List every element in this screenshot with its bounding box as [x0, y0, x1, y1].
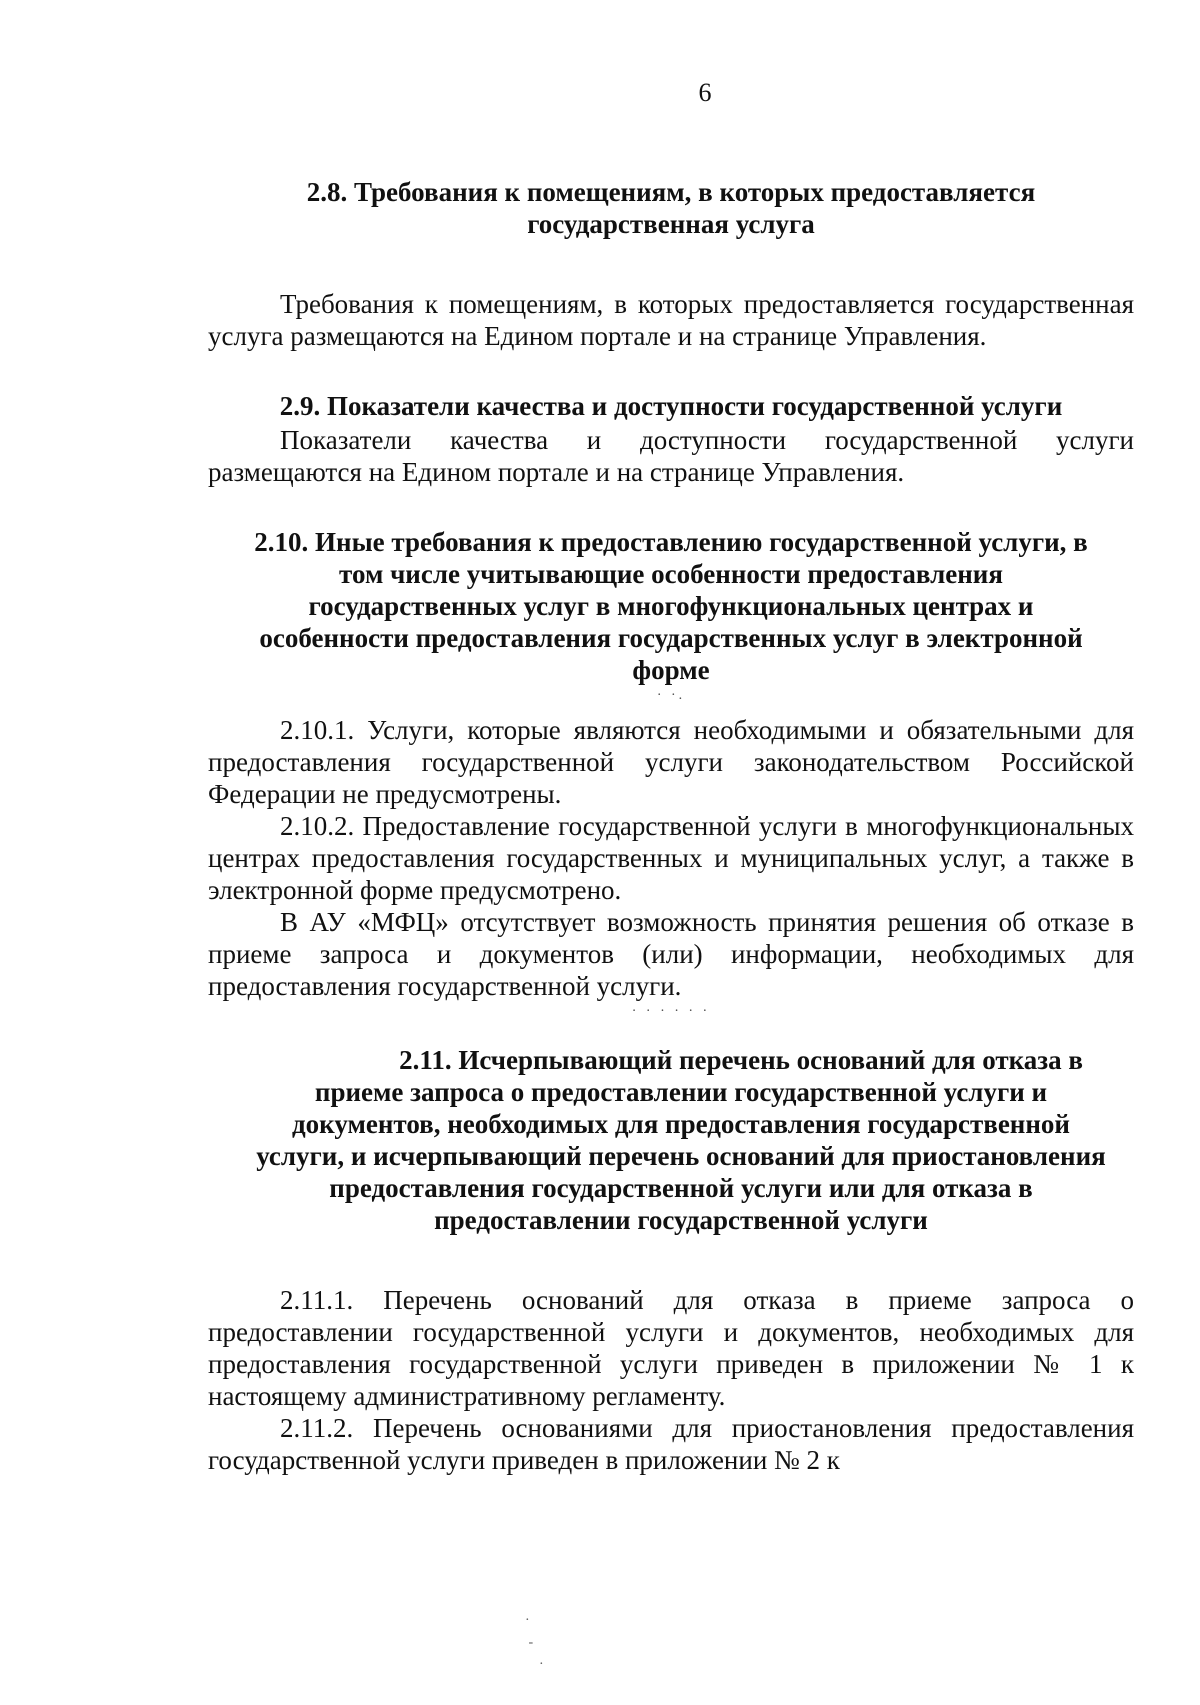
section-2-10-heading-line: особенности предоставления государственных услуг в электронной [259, 623, 1083, 653]
section-2-8-heading [208, 176, 1134, 240]
document-body [208, 176, 1134, 1476]
section-2-11-heading-line: предоставления государственной услуги или для отказа в [329, 1173, 1033, 1203]
paragraph-2-11-2: 2.11.2. Перечень основаниями для приостановления предоставления государственной услуги приведен в приложении № 2 к [208, 1413, 1134, 1475]
scan-artifact: · ·. [656, 688, 686, 703]
page-number: 6 [698, 78, 712, 107]
section-2-11-heading-line: 2.11. Исчерпывающий перечень оснований для отказа в [399, 1045, 1083, 1075]
section-2-8-heading-line: государственная услуга [527, 209, 815, 239]
section-2-10-heading [208, 526, 1134, 686]
scan-artifact: · · · · · · [631, 1004, 711, 1019]
section-2-10-heading-line: форме [632, 655, 710, 685]
section-2-11-heading-line: услуги, и исчерпывающий перечень оснований для приостановления [256, 1141, 1106, 1171]
paragraph-mfc: В АУ «МФЦ» отсутствует возможность принятия решения об отказе в приеме запроса и документов (или) информации, необходимых для предоставления государственной услуги. [208, 907, 1134, 1001]
section-2-10-heading-line: 2.10. Иные требования к предоставлению государственной услуги, в [254, 527, 1088, 557]
section-2-10-heading-line: государственных услуг в многофункциональных центрах и [308, 591, 1034, 621]
section-2-11-heading-line: приеме запроса о предоставлении государственной услуги и [314, 1077, 1048, 1107]
paragraph-2-10-1: 2.10.1. Услуги, которые являются необходимыми и обязательными для предоставления государственной услуги законодательством Российской Федерации не предусмотрены. [208, 715, 1134, 809]
paragraph-2-11-1: 2.11.1. Перечень оснований для отказа в приеме запроса о предоставлении государственной услуги и документов, необходимых для предоставления государственной услуги приведен в приложении № 1 к настоящему административному регламенту. [208, 1285, 1134, 1411]
section-2-8-heading-line: 2.8. Требования к помещениям, в которых предоставляется [306, 177, 1036, 207]
section-2-11-heading-line: документов, необходимых для предоставления государственной [292, 1109, 1070, 1139]
section-2-11-heading-line: предоставлении государственной услуги [434, 1205, 928, 1235]
section-2-11-heading [208, 1044, 1134, 1236]
section-2-10-heading-line: том числе учитывающие особенности предоставления [339, 559, 1003, 589]
paragraph-2-10-2: 2.10.2. Предоставление государственной услуги в многофункциональных центрах предоставления государственных и муниципальных услуг, а также в электронной форме предусмотрено. [208, 811, 1134, 905]
scan-artifact: · - · [525, 1613, 544, 1672]
section-2-8-paragraph: Требования к помещениям, в которых предоставляется государственная услуга размещаются на Едином портале и на странице Управления. [208, 289, 1134, 351]
section-2-9-heading: 2.9. Показатели качества и доступности государственной услуги [279, 391, 1063, 421]
section-2-9-paragraph: Показатели качества и доступности государственной услуги размещаются на Едином портале и на странице Управления. [208, 425, 1134, 487]
